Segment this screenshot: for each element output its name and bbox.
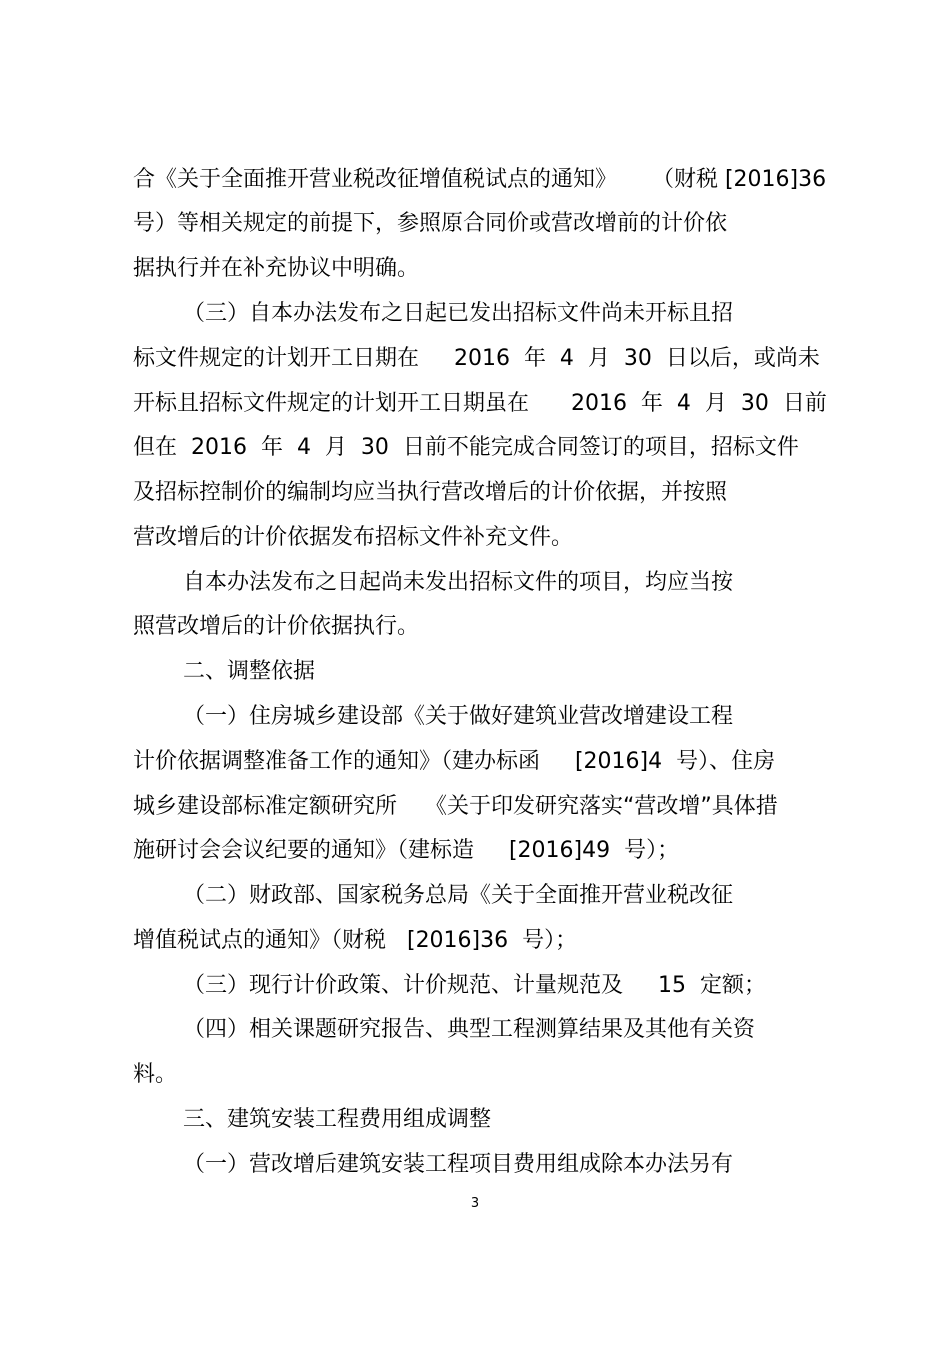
text-line-23: （一）营改增后建筑安装工程项目费用组成除本办法另有 (183, 1152, 734, 1177)
text-line-16: 施研讨会会议纪要的通知》（建标造 [2016]49 号）； (133, 838, 680, 863)
text-line-20: （四）相关课题研究报告、典型工程测算结果及其他有关资 (183, 1017, 756, 1042)
text-line-15: 城乡建设部标准定额研究所 《关于印发研究落实“营改增”具体措 (133, 794, 778, 819)
text-line-4: （三）自本办法发布之日起已发出招标文件尚未开标且招 (183, 301, 734, 326)
text-line-8: 及招标控制价的编制均应当执行营改增后的计价依据，并按照 (133, 480, 728, 505)
text-line-14: 计价依据调整准备工作的通知》（建办标函 [2016]4 号）、住房 (133, 749, 776, 774)
text-line-9: 营改增后的计价依据发布招标文件补充文件。 (133, 525, 574, 550)
text-line-10: 自本办法发布之日起尚未发出招标文件的项目，均应当按 (183, 570, 734, 595)
text-line-1: 合《关于全面推开营业税改征增值税试点的通知》 （财税 [2016]36 (133, 167, 827, 192)
text-line-18: 增值税试点的通知》（财税 [2016]36 号）； (133, 928, 578, 953)
section-heading-2: 二、调整依据 (183, 659, 316, 684)
page-number: 3 (470, 1196, 480, 1211)
text-line-7: 但在 2016 年 4 月 30 日前不能完成合同签订的项目，招标文件 (133, 435, 799, 460)
text-line-2: 号）等相关规定的前提下，参照原合同价或营改增前的计价依 (133, 211, 728, 236)
text-line-17: （二）财政部、国家税务总局《关于全面推开营业税改征 (183, 883, 734, 908)
text-line-19: （三）现行计价政策、计价规范、计量规范及 15 定额； (183, 973, 766, 998)
text-line-11: 照营改增后的计价依据执行。 (133, 614, 420, 639)
text-line-5: 标文件规定的计划开工日期在 2016 年 4 月 30 日以后，或尚未 (133, 346, 820, 371)
text-line-6: 开标且招标文件规定的计划开工日期虽在 2016 年 4 月 30 日前 (133, 391, 827, 416)
text-line-3: 据执行并在补充协议中明确。 (133, 256, 420, 281)
section-heading-3: 三、建筑安装工程费用组成调整 (183, 1107, 492, 1132)
text-line-21: 料。 (133, 1062, 178, 1087)
text-line-13: （一）住房城乡建设部《关于做好建筑业营改增建设工程 (183, 704, 734, 729)
